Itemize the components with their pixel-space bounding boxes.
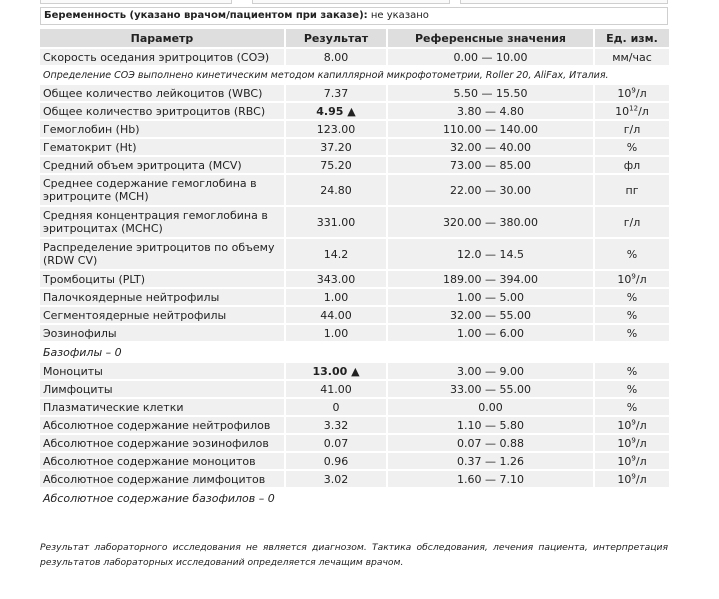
result-cell: 123.00	[284, 121, 386, 137]
unit-cell: пг	[593, 175, 669, 205]
param-cell: Лимфоциты	[40, 381, 284, 397]
unit-cell: %	[593, 289, 669, 305]
table-row	[40, 435, 669, 451]
pregnancy-value: не указано	[370, 10, 429, 21]
unit-exponent: 9	[631, 471, 636, 480]
unit-cell: %	[593, 139, 669, 155]
table-row	[40, 121, 669, 137]
ref-cell: 22.00 — 30.00	[386, 175, 593, 205]
table-row	[40, 85, 669, 101]
ref-cell: 189.00 — 394.00	[386, 271, 593, 287]
method-note-text: Определение СОЭ выполнено кинетическим методом капиллярной микрофотометрии, Roller 20, AliFax, Италия.	[40, 67, 669, 83]
result-cell: 331.00	[284, 207, 386, 237]
italic-note-text: Базофилы – 0	[40, 343, 669, 361]
unit-tail: /л	[635, 436, 647, 450]
results-body	[40, 49, 669, 507]
ref-cell: 1.00 — 5.00	[386, 289, 593, 305]
unit-base: 10	[617, 86, 632, 100]
result-cell: 3.32	[284, 417, 386, 433]
result-cell: 41.00	[284, 381, 386, 397]
table-row	[40, 289, 669, 305]
result-cell: 13.00 ▲	[284, 363, 386, 379]
unit-tail: /л	[635, 472, 647, 486]
unit-tail: /л	[635, 86, 647, 100]
param-cell: Плазматические клетки	[40, 399, 284, 415]
param-cell: Абсолютное содержание лимфоцитов	[40, 471, 284, 487]
unit-cell: %	[593, 307, 669, 323]
unit-cell: фл	[593, 157, 669, 173]
param-cell: Среднее содержание гемоглобина в эритроците (MCH)	[40, 175, 284, 205]
table-row	[40, 381, 669, 397]
italic-note-text: Абсолютное содержание базофилов – 0	[40, 489, 669, 507]
unit-exponent: 9	[631, 85, 636, 94]
ref-cell: 0.07 — 0.88	[386, 435, 593, 451]
unit-cell: %	[593, 239, 669, 269]
param-cell: Средний объем эритроцита (MCV)	[40, 157, 284, 173]
param-cell: Абсолютное содержание эозинофилов	[40, 435, 284, 451]
unit-base: 10	[615, 104, 630, 118]
ref-cell: 32.00 — 55.00	[386, 307, 593, 323]
unit-base: 10	[617, 272, 632, 286]
unit-cell	[593, 271, 669, 287]
table-row	[40, 49, 669, 65]
table-row	[40, 417, 669, 433]
ref-cell: 33.00 — 55.00	[386, 381, 593, 397]
unit-cell	[593, 453, 669, 469]
unit-base: 10	[617, 436, 632, 450]
unit-exponent: 12	[629, 103, 639, 112]
result-cell: 75.20	[284, 157, 386, 173]
table-row	[40, 103, 669, 119]
method-note	[40, 67, 669, 83]
unit-cell	[593, 471, 669, 487]
unit-tail: /л	[638, 104, 649, 118]
unit-tail: /л	[635, 418, 647, 432]
ref-cell: 1.60 — 7.10	[386, 471, 593, 487]
param-cell: Средняя концентрация гемоглобина в эритроцитах (MCHC)	[40, 207, 284, 237]
unit-cell: г/л	[593, 207, 669, 237]
param-cell: Гемоглобин (Hb)	[40, 121, 284, 137]
param-cell: Эозинофилы	[40, 325, 284, 341]
ref-cell: 0.00	[386, 399, 593, 415]
param-cell: Тромбоциты (PLT)	[40, 271, 284, 287]
ref-cell: 1.10 — 5.80	[386, 417, 593, 433]
unit-cell: %	[593, 325, 669, 341]
table-row	[40, 363, 669, 379]
table-row	[40, 139, 669, 155]
unit-cell: %	[593, 381, 669, 397]
ref-cell: 32.00 — 40.00	[386, 139, 593, 155]
unit-exponent: 9	[631, 453, 636, 462]
table-row	[40, 399, 669, 415]
unit-exponent: 9	[631, 417, 636, 426]
result-cell: 1.00	[284, 325, 386, 341]
ref-cell: 3.00 — 9.00	[386, 363, 593, 379]
unit-exponent: 9	[631, 271, 636, 280]
result-cell: 3.02	[284, 471, 386, 487]
result-cell: 4.95 ▲	[284, 103, 386, 119]
unit-cell: мм/час	[593, 49, 669, 65]
param-cell: Гематокрит (Ht)	[40, 139, 284, 155]
header-field-1	[40, 0, 232, 4]
ref-cell: 73.00 — 85.00	[386, 157, 593, 173]
param-cell: Общее количество эритроцитов (RBC)	[40, 103, 284, 119]
unit-exponent: 9	[631, 435, 636, 444]
unit-base: 10	[617, 472, 632, 486]
unit-cell	[593, 85, 669, 101]
ref-cell: 0.00 — 10.00	[386, 49, 593, 65]
unit-cell	[593, 435, 669, 451]
unit-cell: %	[593, 399, 669, 415]
ref-cell: 5.50 — 15.50	[386, 85, 593, 101]
ref-cell: 320.00 — 380.00	[386, 207, 593, 237]
italic-note	[40, 489, 669, 507]
unit-cell	[593, 417, 669, 433]
pregnancy-field	[40, 7, 668, 25]
table-row	[40, 239, 669, 269]
param-cell: Абсолютное содержание нейтрофилов	[40, 417, 284, 433]
header-param: Параметр	[40, 29, 284, 47]
pregnancy-label: Беременность (указано врачом/пациентом при заказе):	[44, 10, 368, 21]
table-row	[40, 207, 669, 237]
unit-tail: /л	[635, 454, 647, 468]
table-row	[40, 471, 669, 487]
unit-base: 10	[617, 418, 632, 432]
top-header-fields	[40, 0, 668, 4]
result-cell: 343.00	[284, 271, 386, 287]
table-row	[40, 453, 669, 469]
result-cell: 37.20	[284, 139, 386, 155]
result-cell: 24.80	[284, 175, 386, 205]
param-cell: Скорость оседания эритроцитов (СОЭ)	[40, 49, 284, 65]
header-ref: Референсные значения	[386, 29, 593, 47]
unit-cell	[593, 103, 669, 119]
unit-cell: %	[593, 363, 669, 379]
result-cell: 14.2	[284, 239, 386, 269]
ref-cell: 3.80 — 4.80	[386, 103, 593, 119]
param-cell: Сегментоядерные нейтрофилы	[40, 307, 284, 323]
ref-cell: 12.0 — 14.5	[386, 239, 593, 269]
result-cell: 0.07	[284, 435, 386, 451]
unit-tail: /л	[635, 272, 647, 286]
param-cell: Абсолютное содержание моноцитов	[40, 453, 284, 469]
param-cell: Палочкоядерные нейтрофилы	[40, 289, 284, 305]
result-cell: 8.00	[284, 49, 386, 65]
result-cell: 7.37	[284, 85, 386, 101]
disclaimer: Результат лабораторного исследования не является диагнозом. Тактика обследования, лечения пациента, интерпретация результатов лабораторных исследований определяется лечащим врачом.	[40, 542, 668, 568]
result-cell: 0	[284, 399, 386, 415]
param-cell: Распределение эритроцитов по объему (RDW CV)	[40, 239, 284, 269]
results-table	[40, 27, 669, 509]
param-cell: Моноциты	[40, 363, 284, 379]
ref-cell: 0.37 — 1.26	[386, 453, 593, 469]
table-header-row	[40, 29, 669, 47]
header-field-2	[252, 0, 450, 4]
header-unit: Ед. изм.	[593, 29, 669, 47]
result-cell: 0.96	[284, 453, 386, 469]
italic-note	[40, 343, 669, 361]
header-result: Результат	[284, 29, 386, 47]
table-row	[40, 157, 669, 173]
ref-cell: 1.00 — 6.00	[386, 325, 593, 341]
result-cell: 44.00	[284, 307, 386, 323]
param-cell: Общее количество лейкоцитов (WBC)	[40, 85, 284, 101]
unit-cell: г/л	[593, 121, 669, 137]
result-cell: 1.00	[284, 289, 386, 305]
table-row	[40, 325, 669, 341]
table-row	[40, 307, 669, 323]
header-field-3	[460, 0, 668, 4]
table-row	[40, 175, 669, 205]
table-row	[40, 271, 669, 287]
ref-cell: 110.00 — 140.00	[386, 121, 593, 137]
unit-base: 10	[617, 454, 632, 468]
